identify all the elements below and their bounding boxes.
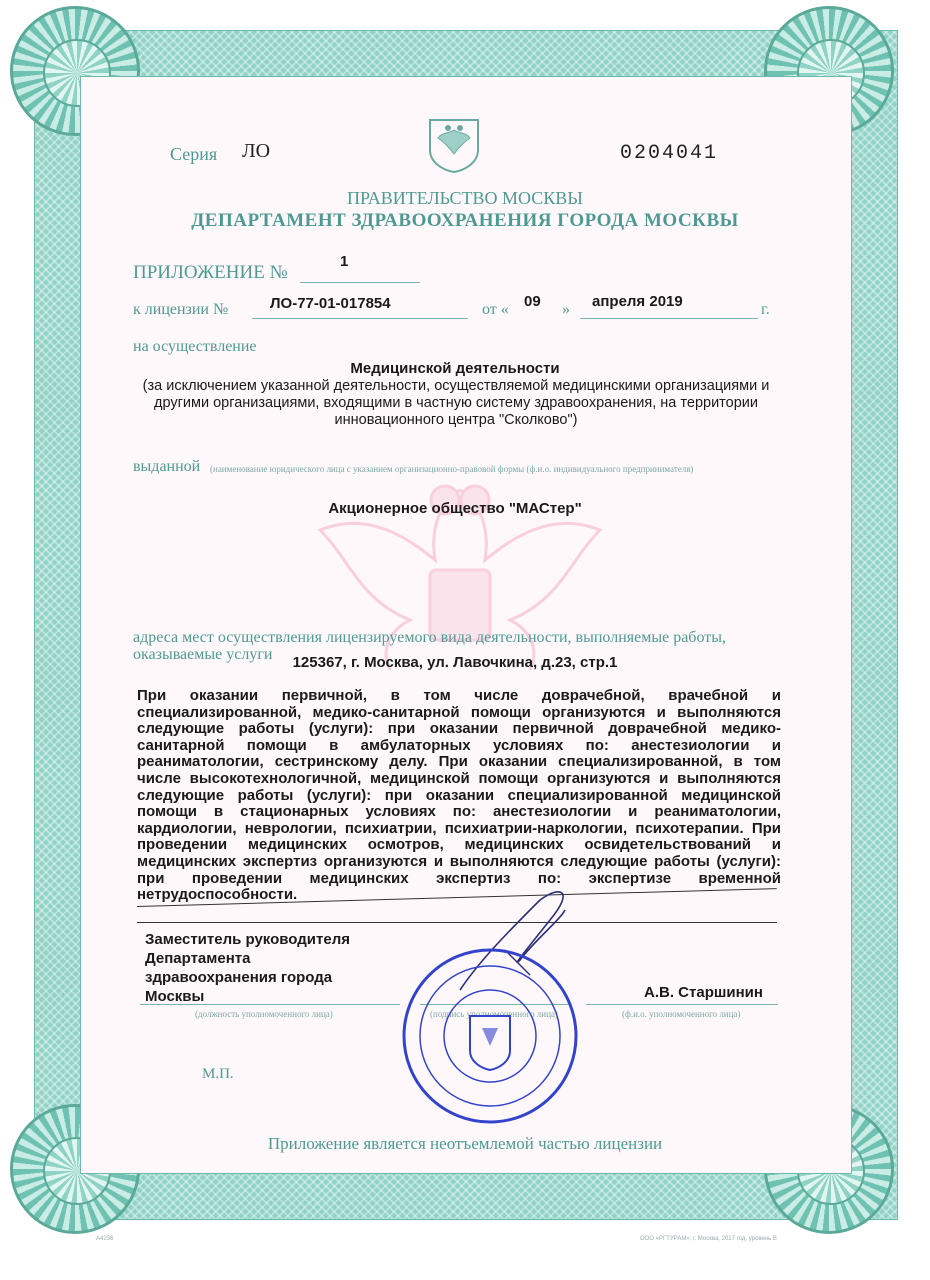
issued-hint: (наименование юридического лица с указанием организационно-правовой формы (ф.и.о. индивидуального предпринимателя) xyxy=(210,464,694,474)
address-label: адреса мест осуществления лицензируемого вида деятельности, выполняемые работы, оказываемые услуги xyxy=(133,629,726,663)
coat-of-arms-icon xyxy=(426,116,482,174)
print-info-right: ООО «РГТУРАМ», г. Москва, 2017 год, уровень В xyxy=(640,1236,777,1242)
appendix-number: 1 xyxy=(340,253,349,270)
date-close: » xyxy=(562,301,570,318)
government-title: ПРАВИТЕЛЬСТВО МОСКВЫ xyxy=(346,188,583,208)
signatory-position xyxy=(145,930,350,1006)
position-line-1: Заместитель руководителя xyxy=(145,931,350,948)
issued-label: выданной xyxy=(133,458,201,475)
print-info-left: А4236 xyxy=(96,1236,114,1242)
position-line-3: здравоохранения города xyxy=(145,969,333,986)
activity-description: (за исключением указанной деятельности, осуществляемой медицинскими организациями и другими организациями, входящими в частную систему здравоохранения, на территории инновационного центра "Сколково") xyxy=(142,378,770,428)
license-month-year: апреля 2019 xyxy=(592,293,683,310)
position-line-2: Департамента xyxy=(145,950,251,967)
activity-title: Медицинской деятельности xyxy=(350,360,560,377)
series-label: Серия xyxy=(170,144,218,164)
address-value: 125367, г. Москва, ул. Лавочкина, д.23, стр.1 xyxy=(292,654,618,671)
license-number: ЛО-77-01-017854 xyxy=(270,295,391,312)
hint-signature: (подпись уполномоченного лица) xyxy=(430,1009,558,1019)
appendix-label: ПРИЛОЖЕНИЕ № xyxy=(133,262,288,283)
activity-label: на осуществление xyxy=(133,338,257,355)
footer-note: Приложение является неотъемлемой частью лицензии xyxy=(267,1134,663,1153)
department-title: ДЕПАРТАМЕНТ ЗДРАВООХРАНЕНИЯ ГОРОДА МОСКВЫ xyxy=(191,210,739,231)
series-value: ЛО xyxy=(242,140,271,162)
year-suffix: г. xyxy=(761,301,770,318)
official-stamp-icon xyxy=(400,946,580,1126)
license-prefix: к лицензии № xyxy=(133,301,229,318)
hint-name: (ф.и.о. уполномоченного лица) xyxy=(622,1009,741,1019)
position-line-4: Москвы xyxy=(145,988,205,1005)
date-prefix: от « xyxy=(482,301,509,318)
organization-name: Акционерное общество "МАСтер" xyxy=(328,500,582,517)
signatory-name: А.В. Старшинин xyxy=(644,984,763,1001)
hint-position: (должность уполномоченного лица) xyxy=(195,1009,333,1019)
services-text: При оказании первичной, в том числе доврачебной, врачебной и специализированной, медико-санитарной помощи организуются и выполняются следующие работы (услуги): при оказании первичной доврачебной медико-санитарной помощи в амбулаторных условиях по: анестезиологии и реаниматологии, сестринскому делу. При оказании специализированной, в том числе высокотехнологичной, медицинской помощи организуются и выполняются следующие работы (услуги): при оказании специализированной медицинской помощи в стационарных условиях по: анестезиологии и реаниматологии, кардиологии, неврологии, психиатрии, психиатрии-наркологии, психотерапии. При проведении медицинских осмотров, медицинских освидетельствований и медицинских экспертиз организуются и выполняются следующие работы (услуги): при проведении медицинских экспертиз по: экспертизе временной нетрудоспособности. xyxy=(137,687,781,904)
license-day: 09 xyxy=(524,293,541,310)
serial-number: 0204041 xyxy=(620,142,719,165)
stamp-place-label: М.П. xyxy=(202,1066,234,1082)
